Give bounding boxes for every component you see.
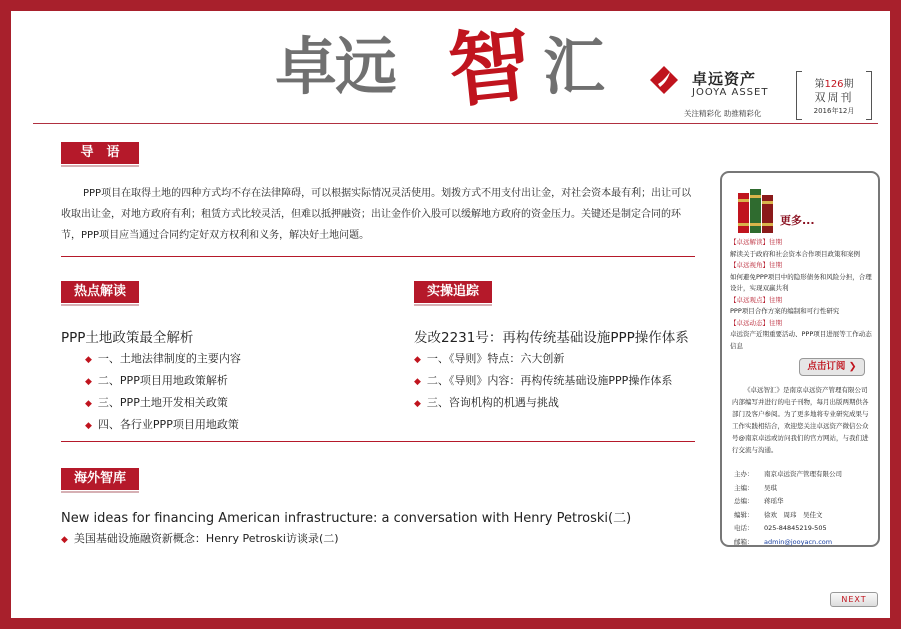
panel-contact-info: 主办： 南京卓远资产管理有限公司 主编： 吴琪 总编： 蒋瑶华 编辑： 徐欢 周玮 吴佳文 电话： 025-84845219-505 邮箱： admin@jooyacn.com: [734, 470, 842, 546]
brand-name-en: JOOYA ASSET: [692, 87, 769, 98]
books-icon: [736, 185, 778, 235]
diamond-bullet-icon: ◆: [85, 377, 92, 387]
hot-item[interactable]: ◆ 四、各行业PPP项目用地政策: [85, 418, 239, 431]
hot-item[interactable]: ◆ 三、PPP土地开发相关政策: [85, 396, 228, 409]
brand-slogan: 关注精彩化 助推精彩化: [684, 109, 762, 118]
email-link[interactable]: admin@jooyacn.com: [764, 537, 833, 546]
overseas-tag: 海外智库: [61, 468, 139, 490]
diamond-bullet-icon: ◆: [414, 399, 421, 409]
newsletter-page: [11, 11, 890, 618]
panel-list-item[interactable]: 【卓远动态】往期 卓远资产近期重要活动、PPP项目进展等工作动态信息: [730, 318, 872, 350]
arrow-right-icon: ❯: [848, 361, 857, 372]
overseas-title[interactable]: New ideas for financing American infrastructure: a conversation with Henry Petroski(二): [61, 511, 632, 526]
issue-frequency: 双周刊: [814, 91, 854, 104]
hot-tag: 热点解读: [61, 281, 139, 303]
hot-item[interactable]: ◆ 一、土地法律制度的主要内容: [85, 352, 241, 365]
section-divider: [61, 441, 695, 442]
practice-tag: 实操追踪: [414, 281, 492, 303]
intro-divider: [61, 256, 695, 257]
panel-list-item[interactable]: 【卓远视角】往期 如何避免PPP项目中的隐形债务和风险分担，合理设计，实现双赢共利: [730, 261, 872, 292]
intro-text: PPP项目在取得土地的四种方式均不存在法律障碍，可以根据实际情况灵活使用。划拨方式不用支付出让金，对社会资本最有利；出让可以收取出让金，对地方政府有利；租赁方式比较灵活，但难以抵押融资；出让金作价入股可以缓解地方政府的资金压力。关键还是制定合同的环节，PPP项目应当通过合同约定好双方权利和义务，解决好土地问题。: [61, 188, 692, 241]
panel-description: 《卓远智汇》是南京卓远资产管理有限公司内部编写并进行的电子刊物，每月出版两期供各部门及客户参阅。为了更多地将专业研究成果与工作实践相结合，欢迎您关注卓远资产微信公众号@南京卓远或访问我们的官方网站，与我们进行交流与沟通。: [732, 386, 869, 454]
diamond-bullet-icon: ◆: [61, 535, 68, 545]
overseas-item[interactable]: ◆ 美国基础设施融资新概念：Henry Petroski访谈录(二): [61, 532, 339, 545]
practice-item[interactable]: ◆ 三、咨询机构的机遇与挑战: [414, 396, 559, 409]
jooya-logo-icon: [649, 65, 679, 95]
diamond-bullet-icon: ◆: [414, 355, 421, 365]
header-divider: [33, 123, 878, 124]
subscribe-panel: [720, 171, 880, 547]
masthead-title-part2: 汇: [543, 30, 604, 103]
more-link[interactable]: 更多...: [780, 214, 815, 227]
practice-item[interactable]: ◆ 一、《导则》特点：六大创新: [414, 352, 565, 365]
issue-date: 2016年12月: [813, 107, 855, 115]
masthead-title-part1: 卓远: [275, 30, 396, 103]
diamond-bullet-icon: ◆: [85, 355, 92, 365]
subscribe-button[interactable]: 点击订阅 ❯: [799, 358, 865, 376]
practice-item[interactable]: ◆ 二、《导则》内容：再构传统基础设施PPP操作体系: [414, 374, 673, 387]
practice-title[interactable]: 发改2231号：再构传统基础设施PPP操作体系: [414, 330, 689, 346]
issue-number-line: 第126期: [814, 79, 854, 90]
diamond-bullet-icon: ◆: [85, 421, 92, 431]
masthead-title-accent: 智: [444, 15, 536, 121]
intro-tag: 导 语: [61, 142, 139, 164]
diamond-bullet-icon: ◆: [414, 377, 421, 387]
panel-list: [730, 237, 876, 352]
hot-title[interactable]: PPP土地政策最全解析: [61, 330, 194, 346]
brand-name-cn: 卓远资产: [692, 70, 757, 88]
panel-list-item[interactable]: 【卓远观点】往期 PPP项目合作方案的编制和可行性研究: [730, 295, 840, 315]
next-button[interactable]: NEXT: [830, 592, 878, 607]
hot-item[interactable]: ◆ 二、PPP项目用地政策解析: [85, 374, 228, 387]
issue-number: 126: [824, 79, 844, 90]
panel-list-item[interactable]: 【卓远解读】往期 解读关于政府和社会资本合作项目政策和案例: [730, 238, 860, 258]
issue-box: [796, 71, 872, 118]
diamond-bullet-icon: ◆: [85, 399, 92, 409]
